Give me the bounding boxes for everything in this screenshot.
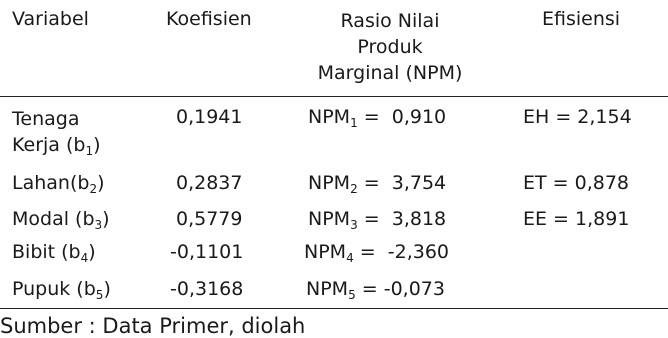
header-npm-line1: Rasio Nilai: [340, 10, 440, 32]
row-lahan-variabel: $Lahan(b_2)$: [12, 172, 105, 196]
header-variabel: Variabel: [12, 8, 89, 30]
row-pupuk-npm: $NPM_5 = -0,073$: [306, 278, 445, 302]
row-modal-koefisien: 0,5779: [176, 208, 243, 230]
header-npm-line3: Marginal (NPM): [317, 62, 463, 84]
header-koefisien: Koefisien: [166, 8, 252, 30]
row-lahan-koefisien: 0,2837: [176, 172, 243, 194]
row-bibit-koefisien: -0,1101: [170, 241, 244, 263]
row-tenaga-npm: $NPM_1 = 0,910$: [308, 106, 447, 130]
row-modal-efisiensi: EE = 1,891: [523, 208, 630, 230]
header-npm: [290, 8, 490, 86]
header-efisiensi: Efisiensi: [542, 8, 621, 30]
row-pupuk-koefisien: -0,3168: [170, 278, 244, 300]
row-lahan-npm: $NPM_2 = 3,754$: [308, 172, 447, 196]
table-bottom-divider: [0, 308, 668, 309]
row-pupuk-variabel: Pupuk $(b_5)$: [12, 278, 111, 302]
row-tenaga-variabel: [12, 106, 101, 158]
row-bibit-variabel: Bibit $(b_4)$: [12, 241, 96, 265]
row-tenaga-variabel-line1: Tenaga: [12, 108, 80, 130]
row-tenaga-efisiensi: EH = 2,154: [523, 106, 632, 128]
header-divider: [0, 96, 668, 97]
header-npm-line2: Produk: [357, 36, 423, 58]
row-modal-npm: $NPM_3 = 3,818$: [308, 208, 447, 232]
row-bibit-npm: $NPM_4 = -2,360$: [304, 241, 450, 265]
row-lahan-efisiensi: ET = 0,878: [523, 172, 630, 194]
row-tenaga-koefisien: 0,1941: [176, 106, 243, 128]
source-note: Sumber : Data Primer, diolah: [0, 314, 306, 338]
row-tenaga-variabel-line2: Kerja $(b_1)$: [12, 134, 101, 158]
row-modal-variabel: Modal $(b_3)$: [12, 208, 110, 232]
